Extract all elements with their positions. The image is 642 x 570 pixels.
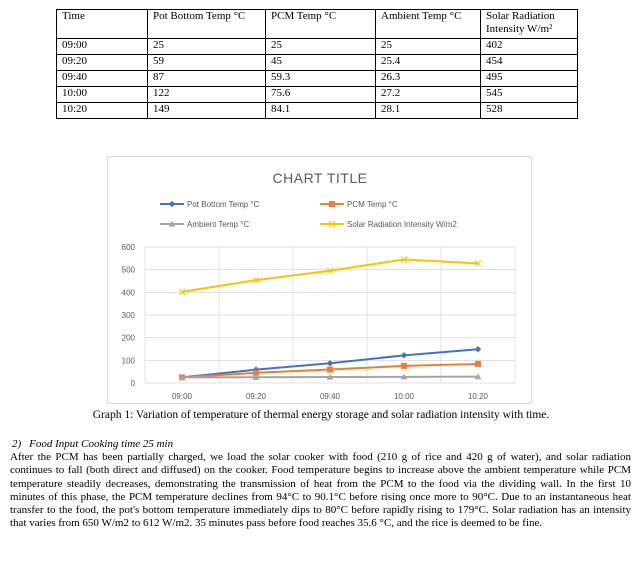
y-tick-label: 600 bbox=[121, 243, 135, 252]
graph-caption: Graph 1: Variation of temperature of thermal energy storage and solar radiation intensity with time. bbox=[92, 409, 550, 421]
table-cell: 26.3 bbox=[376, 71, 481, 87]
table-cell: 28.1 bbox=[376, 103, 481, 119]
y-tick-label: 400 bbox=[121, 288, 135, 298]
table-row bbox=[57, 55, 578, 71]
table-cell: 25 bbox=[376, 39, 481, 55]
table-row bbox=[57, 71, 578, 87]
table-cell: 59 bbox=[148, 55, 266, 71]
col-header-solar bbox=[481, 10, 578, 39]
legend-label: Ambient Temp °C bbox=[187, 220, 250, 229]
col-header-pot-bottom: Pot Bottom Temp °C bbox=[148, 10, 266, 39]
line-chart bbox=[107, 156, 532, 404]
table-cell: 545 bbox=[481, 87, 578, 103]
table-cell: 27.2 bbox=[376, 87, 481, 103]
table-cell: 495 bbox=[481, 71, 578, 87]
col-header-solar-text: Solar Radiation Intensity W/m bbox=[486, 10, 555, 35]
x-axis-ticks bbox=[172, 392, 489, 401]
table-header-row bbox=[57, 10, 578, 39]
chart-series bbox=[179, 256, 482, 380]
legend-item bbox=[320, 200, 398, 209]
table-cell: 25 bbox=[266, 39, 376, 55]
data-point bbox=[327, 367, 333, 373]
data-point bbox=[401, 363, 407, 369]
series-line bbox=[182, 259, 478, 291]
legend-item bbox=[320, 220, 457, 229]
table-cell: 45 bbox=[266, 55, 376, 71]
col-header-pcm: PCM Temp °C bbox=[266, 10, 376, 39]
y-tick-label: 200 bbox=[121, 333, 135, 343]
table-cell: 402 bbox=[481, 39, 578, 55]
data-point bbox=[475, 361, 481, 367]
table-cell: 75.6 bbox=[266, 87, 376, 103]
data-point bbox=[475, 346, 481, 352]
y-axis-ticks bbox=[122, 243, 136, 388]
table-cell: 454 bbox=[481, 55, 578, 71]
table-cell: 09:00 bbox=[57, 39, 148, 55]
x-tick-label: 09:40 bbox=[319, 392, 341, 401]
y-tick-label: 300 bbox=[121, 311, 135, 320]
table-cell: 87 bbox=[148, 71, 266, 87]
y-tick-label: 100 bbox=[121, 356, 135, 366]
data-point bbox=[401, 352, 407, 358]
chart-title: CHART TITLE bbox=[272, 170, 368, 186]
col-header-time: Time bbox=[57, 10, 148, 39]
table-cell: 528 bbox=[481, 103, 578, 119]
table-cell: 10:20 bbox=[57, 103, 148, 119]
section-heading bbox=[12, 438, 631, 451]
data-point bbox=[169, 201, 175, 207]
legend-label: Solar Radiation Intensity W/m2 bbox=[347, 220, 457, 229]
table-cell: 25 bbox=[148, 39, 266, 55]
table-row bbox=[57, 87, 578, 103]
col-header-ambient: Ambient Temp °C bbox=[376, 10, 481, 39]
x-tick-label: 09:20 bbox=[245, 392, 267, 401]
table-cell: 122 bbox=[148, 87, 266, 103]
y-tick-label: 500 bbox=[121, 265, 135, 275]
unit-superscript: 2 bbox=[549, 23, 553, 31]
legend-item bbox=[160, 220, 249, 229]
table-cell: 25.4 bbox=[376, 55, 481, 71]
table-row bbox=[57, 39, 578, 55]
x-tick-label: 10:20 bbox=[467, 392, 489, 401]
chart-legend bbox=[160, 200, 457, 229]
table-cell: 84.1 bbox=[266, 103, 376, 119]
table-cell: 09:20 bbox=[57, 55, 148, 71]
table-row bbox=[57, 103, 578, 119]
data-table bbox=[56, 9, 578, 119]
table-cell: 59.3 bbox=[266, 71, 376, 87]
section-heading-text: Food Input Cooking time 25 min bbox=[29, 438, 174, 450]
section-paragraph: After the PCM has been partially charged, we load the solar cooker with food (210 g of rice and 420 g of water), and solar radiation continues to fall (both direct and diffused) on the cooker. Food temperature begins to increase above the ambient temperature while PCM temperature steadily decreases, demonstrating the transmission of heat from the PCM to the food via the dividing wall. In the first 10 minutes of this phase, the PCM temperature declines from 94°C to 90.1°C before rising once more to 90°C. Due to an instantaneous heat transfer to the food, the pot's bottom temperature immediately dips to 80°C before rapidly rising to 179°C. Solar radiation has an intensity that varies from 650 W/m2 to 612 W/m2. 35 minutes pass before food reaches 35.6 °C, and the rice is deemed to be fine. bbox=[10, 451, 631, 530]
legend-label: Pot Bottom Temp °C bbox=[187, 200, 260, 209]
chart-canvas bbox=[108, 157, 531, 403]
table-cell: 09:40 bbox=[57, 71, 148, 87]
legend-label: PCM Temp °C bbox=[347, 200, 398, 209]
y-tick-label: 0 bbox=[130, 379, 135, 388]
table-cell: 149 bbox=[148, 103, 266, 119]
table-cell: 10:00 bbox=[57, 87, 148, 103]
x-tick-label: 09:00 bbox=[171, 392, 193, 401]
section-food-input bbox=[10, 438, 631, 530]
x-tick-label: 10:00 bbox=[393, 392, 415, 401]
legend-item bbox=[160, 200, 260, 209]
data-point bbox=[329, 201, 335, 207]
data-point bbox=[327, 360, 333, 366]
section-number: 2) bbox=[12, 438, 22, 450]
